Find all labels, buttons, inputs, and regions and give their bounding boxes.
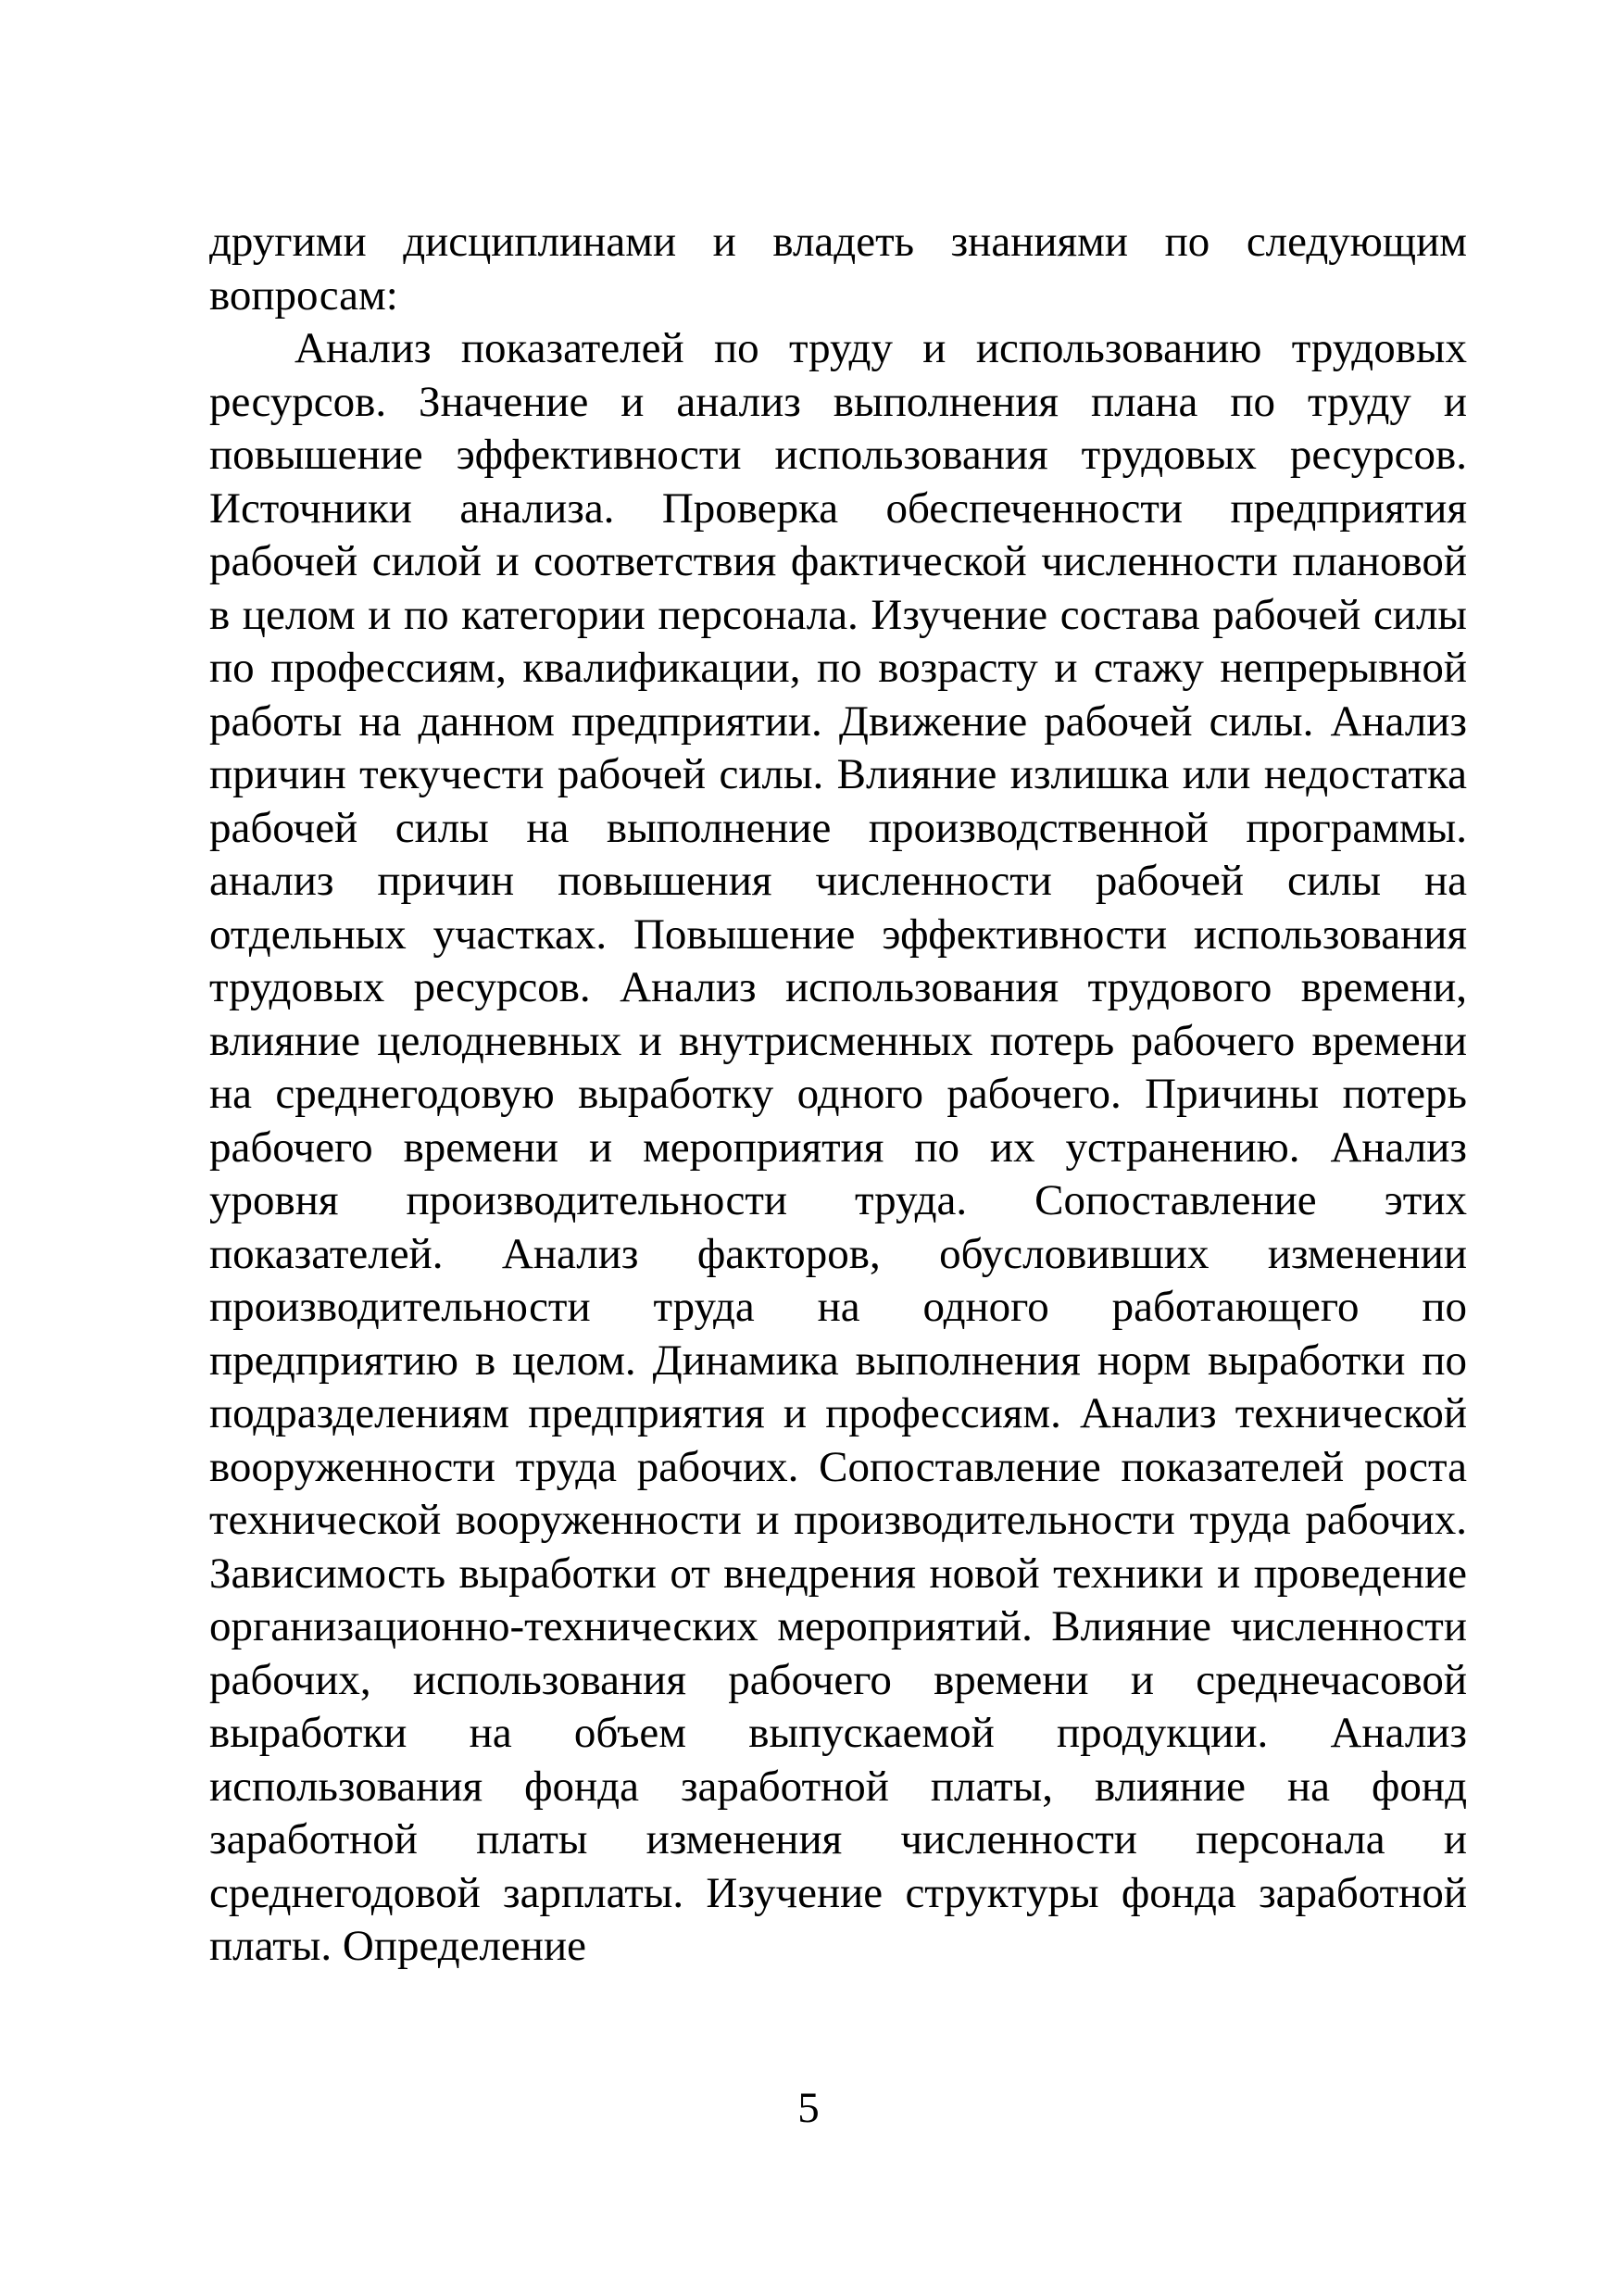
paragraph-continuation: другими дисциплинами и владеть знаниями по следующим вопросам: (209, 218, 1467, 320)
paragraph-main: Анализ показателей по труду и использованию трудовых ресурсов. Значение и анализ выполнения плана по труду и повышение эффективности использования трудовых ресурсов. Источники анализа. Проверка обеспеченности предприятия рабочей силой и соответствия фактической численности плановой в целом и по категории персонала. Изучение состава рабочей силы по профессиям, квалификации, по возрасту и стажу непрерывной работы на данном предприятии. Движение рабочей силы. Анализ причин текучести рабочей силы. Влияние излишка или недостатка рабочей силы на выполнение производственной программы. анализ причин повышения численности рабочей силы на отдельных участках. Повышение эффективности использования трудовых ресурсов. Анализ использования трудового времени, влияние целодневных и внутрисменных потерь рабочего времени на среднегодовую выработку одного рабочего. Причины потерь рабочего времени и мероприятия по их устранению. Анализ уровня производительности труда. Сопоставление этих показателей. Анализ факторов, обусловивших изменении производительности труда на одного работающего по предприятию в целом. Динамика выполнения норм выработки по подразделениям предприятия и профессиям. Анализ технической вооруженности труда рабочих. Сопоставление показателей роста технической вооруженности и производительности труда рабочих. Зависимость выработки от внедрения новой техники и проведение организационно-технических мероприятий. Влияние численности рабочих, использования рабочего времени и среднечасовой выработки на объем выпускаемой продукции. Анализ использования фонда заработной платы, влияние на фонд заработной платы изменения численности персонала и среднегодовой зарплаты. Изучение структуры фонда заработной платы. Определение (209, 324, 1467, 1970)
body-text (209, 216, 1467, 1974)
page-number: 5 (797, 2084, 820, 2132)
